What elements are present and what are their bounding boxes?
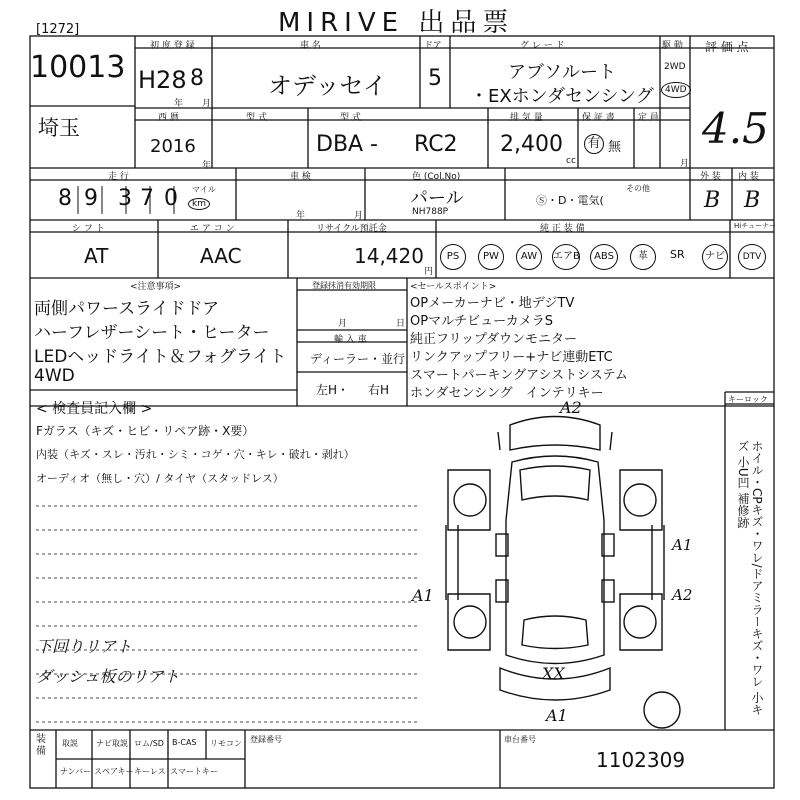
shift-value: AT [84, 244, 109, 268]
equip-leather: 革 [630, 244, 656, 270]
equip-abs: ABS [590, 244, 618, 270]
label-mileage: 走 行 [108, 172, 129, 182]
label-displacement: 排 気 量 [510, 113, 543, 123]
label-keylock: キーロック [728, 395, 768, 404]
label-seating: 定 員 [638, 113, 659, 123]
label-reg-expiry: 登録抹消有効期限 [312, 281, 376, 290]
footer-cell-manual: 取説 [62, 739, 78, 748]
model-prefix: DBA [316, 132, 364, 157]
import-type: ディーラー・並行 [310, 352, 406, 366]
location: 埼玉 [38, 116, 80, 140]
handwritten-note-1: 下回りリアト [36, 637, 133, 656]
label-shift: シ フ ト [72, 224, 105, 234]
remark-line-4: 4WD [34, 366, 75, 386]
warranty-yes-circled: 有 [584, 134, 604, 154]
label-warranty: 保 証 書 [582, 113, 615, 123]
mileage-digit-2: 9 [84, 186, 98, 211]
label-grade: グ レ ー ド [520, 41, 565, 51]
label-shaken: 車 検 [290, 172, 311, 182]
warranty-no: 無 [608, 140, 622, 155]
equip-sr: SR [670, 248, 685, 261]
interior-grade: B [744, 188, 761, 213]
remark-line-1: 両側パワースライドドア [34, 299, 220, 319]
label-sales-points: <セールスポイント> [410, 282, 497, 292]
handwritten-note-2: ダッシュ板のリアト [36, 667, 180, 686]
sales-point-5: スマートパーキングアシストシステム [410, 368, 628, 383]
footer-cell-remote: リモコン [210, 739, 242, 748]
footer-cell-navi-manual: ナビ取説 [96, 739, 128, 748]
label-hi-tuner: Hiチューナー [734, 222, 776, 230]
footer-cell-rom: ロム/SD [134, 739, 164, 748]
equip-dtv: DTV [738, 244, 766, 270]
inspector-line-1: Fガラス（キズ・ヒビ・リペア跡・X要） [36, 424, 255, 438]
sales-point-4: リンクアップフリー+ナビ連動ETC [410, 350, 613, 365]
equip-pw: PW [478, 244, 504, 270]
sales-point-1: OPメーカーナビ・地デジTV [410, 296, 575, 311]
footer-frame-label: 車台番号 [504, 735, 536, 744]
yen-label: 円 [424, 267, 434, 277]
label-remarks: <注意事項> [130, 282, 182, 292]
doors-value: 5 [428, 66, 442, 91]
label-recycle: リサイクル預託金 [316, 224, 387, 234]
reg-expiry-day: 日 [396, 319, 406, 329]
footer-cell-smart-key: スマートキー [170, 767, 218, 776]
mileage-digit-1: 8 [58, 186, 72, 211]
displacement-value: 2,400 [500, 132, 563, 157]
side-note-vertical: ホイル・CPキズ・ワレ/ドアミラーキズ・ワレ 小キズ 小U凹 補修跡 [736, 440, 764, 716]
label-inspector: < 検査員記入欄 > [36, 401, 153, 417]
inspector-line-3: オーディオ（無し・穴）/ タイヤ（スタッドレス） [36, 472, 284, 485]
color-options: Ⓢ・D・電気( [536, 194, 604, 207]
grade-line1: アブソルート [508, 62, 616, 83]
mark-rear-center: XX [542, 664, 565, 683]
model-value: RC2 [414, 132, 458, 157]
first-reg-month: 8 [190, 66, 204, 91]
label-aircon: エ ア コ ン [190, 224, 235, 234]
form-title: MIRIVE 出品票 [278, 8, 515, 38]
label-doors: ドア [424, 41, 442, 51]
grade-line2: ・EXホンダセンシング [470, 86, 654, 107]
footer-label: 装備 [36, 734, 46, 757]
reg-expiry-month: 月 [338, 319, 348, 329]
label-import: 輸 入 車 [334, 335, 367, 345]
car-name-value: オデッセイ [268, 72, 387, 100]
mileage-digit-3: 3 [118, 186, 132, 211]
footer-cell-bcas: B-CAS [172, 738, 197, 747]
nen-label: 年 [174, 99, 184, 109]
mark-right-rear: A2 [672, 586, 693, 604]
year-value: 2016 [150, 136, 196, 157]
equip-navi: ナビ [702, 244, 728, 270]
color-code: NH788P [412, 207, 449, 217]
label-drive: 駆 動 [662, 41, 683, 51]
year-nen: 年 [202, 161, 212, 171]
inspector-line-2: 内装（キズ・スレ・汚れ・シミ・コゲ・穴・キレ・破れ・剥れ） [36, 448, 355, 461]
drive-2wd: 2WD [664, 62, 686, 72]
color-name: パール [410, 188, 464, 209]
shaken-month: 月 [354, 211, 364, 221]
import-left-hand: 左H・ [316, 383, 350, 397]
recycle-value: 14,420 [354, 244, 424, 268]
sales-point-3: 純正フリップダウンモニター [410, 332, 578, 347]
lot-small: [1272] [36, 22, 80, 37]
tsuki-label: 月 [202, 99, 212, 109]
mileage-digit-5: 0 [164, 186, 178, 211]
color-other: その他 [626, 184, 650, 193]
label-model-type: 型 式 [246, 113, 267, 123]
exterior-grade: B [704, 188, 721, 213]
label-score: 評 価 点 [705, 40, 749, 54]
equip-ps: PS [440, 244, 466, 270]
cc-label: cc [566, 156, 576, 166]
sales-point-2: OPマルチビューカメラS [410, 314, 554, 329]
mark-left-side: A1 [412, 586, 434, 605]
frame-number: 1102309 [596, 748, 686, 772]
remark-line-2: ハーフレザーシート・ヒーター [34, 323, 270, 343]
aircon-value: AAC [200, 244, 242, 268]
label-model: 型 式 [340, 113, 361, 123]
footer-cell-spare-key: スペアキー [94, 767, 134, 776]
mark-rear: A1 [546, 706, 568, 725]
footer-cell-number: ナンバー [60, 767, 92, 776]
seating-name: 月 [680, 159, 690, 169]
label-year: 西 暦 [158, 113, 179, 123]
score-value: 4.5 [702, 104, 769, 153]
equip-airbag: エアB [552, 244, 580, 270]
drive-4wd-circled: 4WD [661, 82, 691, 98]
shaken-year: 年 [296, 211, 306, 221]
mile-label: マイル [192, 185, 216, 194]
label-interior: 内 装 [738, 172, 759, 182]
model-dash: - [370, 132, 378, 157]
mileage-digit-4: 7 [140, 186, 154, 211]
footer-reg-label: 登録番号 [250, 735, 282, 744]
label-color: 色 (Col.No) [412, 172, 461, 182]
equipment-list [440, 244, 770, 270]
label-equipment: 純 正 装 備 [540, 224, 585, 234]
mark-front: A2 [560, 398, 582, 417]
sales-point-6: ホンダセンシング インテリキー [410, 386, 604, 401]
label-first-reg: 初 度 登 録 [150, 41, 195, 51]
km-circled: km [188, 198, 210, 210]
label-exterior: 外 装 [700, 172, 721, 182]
equip-aw: AW [516, 244, 542, 270]
remark-line-3: LEDヘッドライト＆フォグライト [34, 347, 287, 367]
import-right-hand: 右H [368, 383, 390, 397]
mark-right-front: A1 [672, 536, 693, 554]
footer-cell-keyless: キーレス [134, 767, 166, 776]
first-reg-era: H28 [138, 66, 187, 94]
lot-number: 10013 [30, 50, 126, 85]
label-car-name: 車 名 [300, 41, 321, 51]
